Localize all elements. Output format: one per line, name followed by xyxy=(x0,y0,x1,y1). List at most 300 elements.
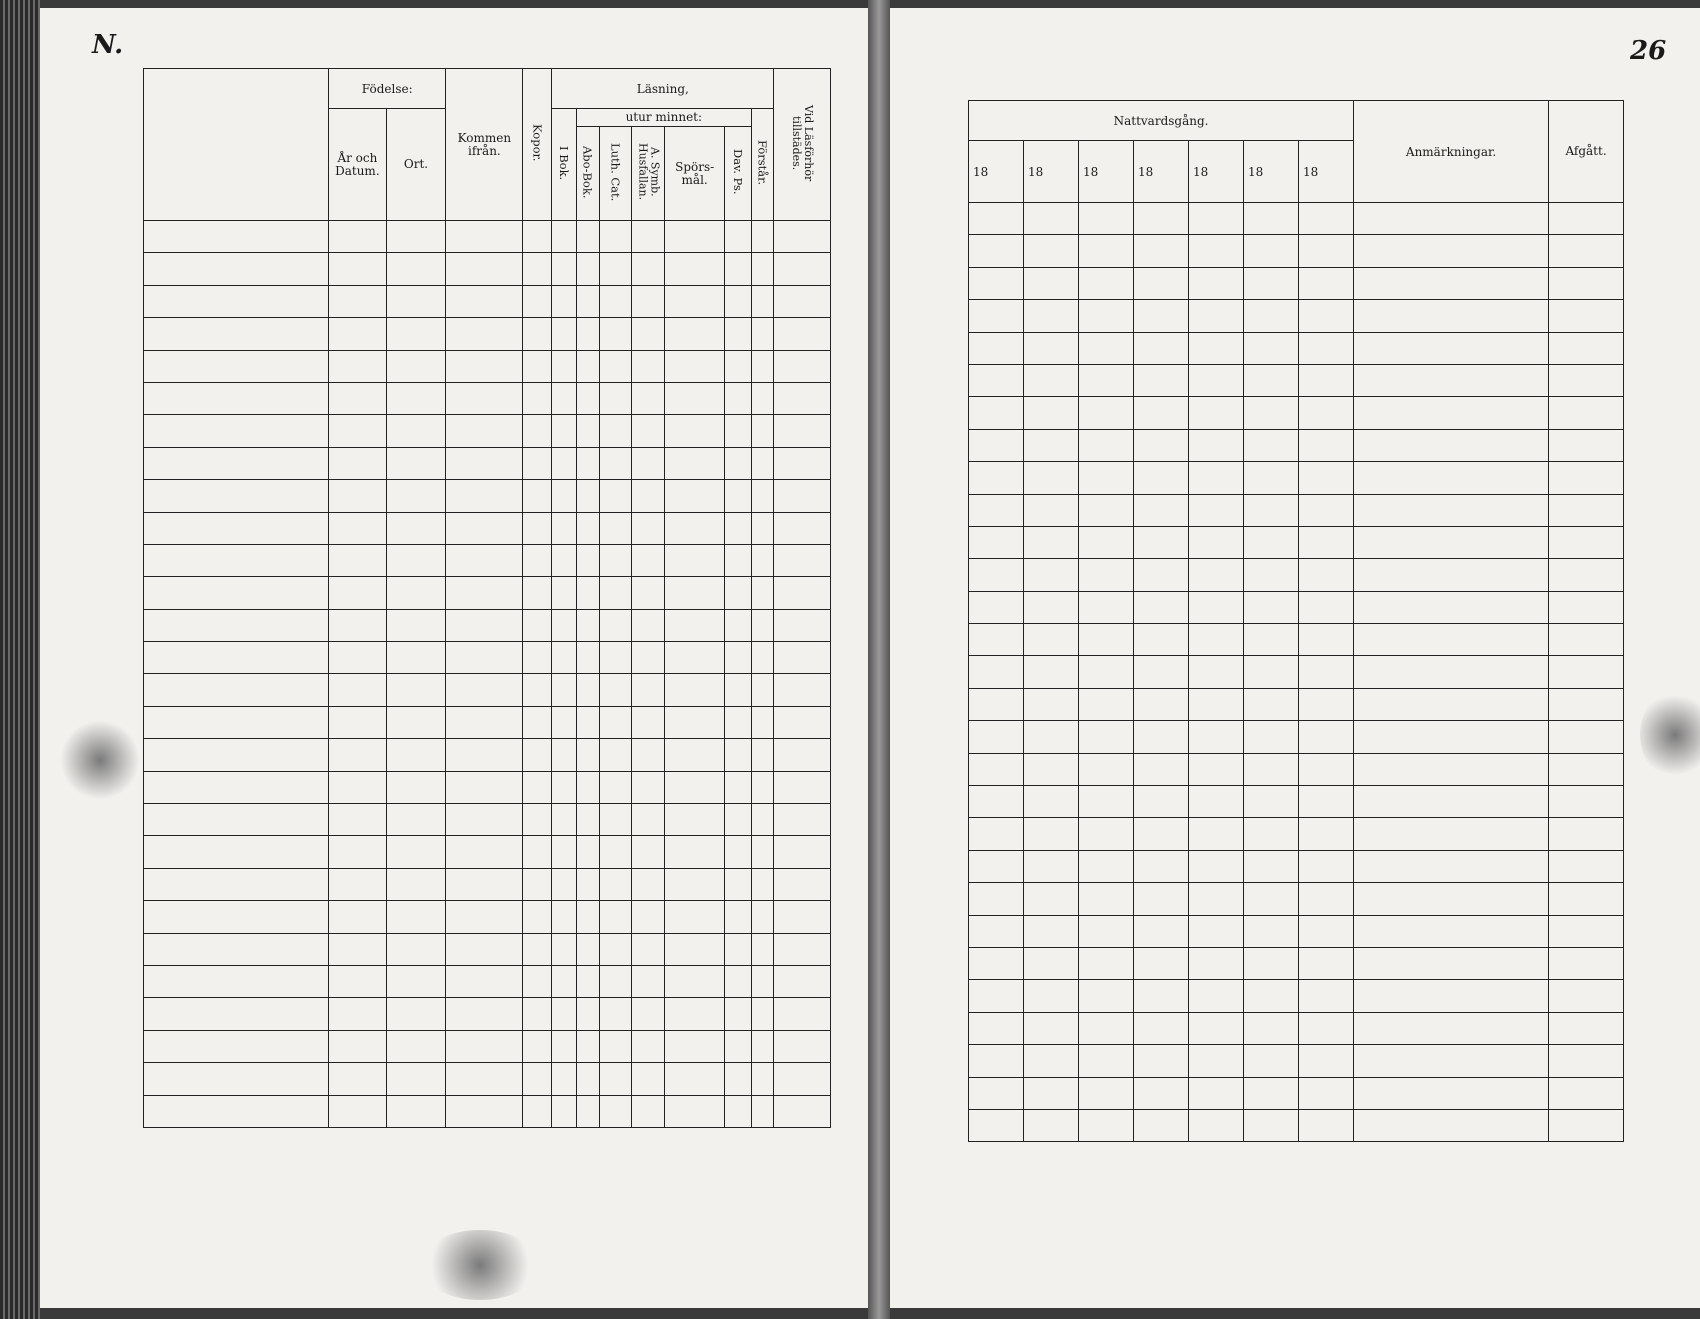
table-row xyxy=(969,980,1624,1012)
table-cell xyxy=(576,447,599,479)
table-cell xyxy=(1549,526,1624,558)
table-cell xyxy=(1244,1012,1299,1044)
table-cell xyxy=(386,285,446,317)
table-cell xyxy=(1244,203,1299,235)
table-cell xyxy=(969,203,1024,235)
table-cell xyxy=(144,544,329,576)
table-cell xyxy=(1354,364,1549,396)
table-cell xyxy=(1354,883,1549,915)
table-cell xyxy=(386,706,446,738)
table-row xyxy=(144,1063,831,1095)
table-cell xyxy=(774,253,831,285)
table-cell xyxy=(144,318,329,350)
table-cell xyxy=(329,1095,387,1127)
table-cell xyxy=(446,544,523,576)
table-cell xyxy=(329,868,387,900)
table-cell xyxy=(1079,429,1134,461)
table-cell xyxy=(774,1030,831,1062)
table-row xyxy=(969,1012,1624,1044)
table-cell xyxy=(552,480,577,512)
table-row xyxy=(144,674,831,706)
table-cell xyxy=(552,577,577,609)
table-cell xyxy=(665,318,725,350)
table-cell xyxy=(632,447,665,479)
table-cell xyxy=(1024,235,1079,267)
table-cell xyxy=(523,901,552,933)
table-cell xyxy=(774,868,831,900)
i-bok-label: I Bok. xyxy=(557,145,572,181)
table-cell xyxy=(599,253,632,285)
table-cell xyxy=(1024,1109,1079,1141)
table-cell xyxy=(144,739,329,771)
table-cell xyxy=(1549,786,1624,818)
table-cell xyxy=(1024,397,1079,429)
table-cell xyxy=(632,1063,665,1095)
right-page-mark: 26 xyxy=(1630,36,1667,66)
table-cell xyxy=(1354,624,1549,656)
table-cell xyxy=(446,998,523,1030)
table-cell xyxy=(1189,332,1244,364)
table-cell xyxy=(386,868,446,900)
table-cell xyxy=(1244,397,1299,429)
year-header-7: 18 xyxy=(1299,141,1354,203)
table-cell xyxy=(751,642,774,674)
table-cell xyxy=(1354,1045,1549,1077)
table-cell xyxy=(523,1063,552,1095)
table-cell xyxy=(1244,688,1299,720)
forstar-header xyxy=(751,109,774,221)
table-cell xyxy=(969,300,1024,332)
table-cell xyxy=(329,577,387,609)
table-cell xyxy=(1189,883,1244,915)
table-cell xyxy=(386,901,446,933)
a-symb-label: A. Symb. Husfallan. xyxy=(636,143,662,201)
table-cell xyxy=(144,285,329,317)
table-cell xyxy=(386,804,446,836)
table-cell xyxy=(1549,429,1624,461)
table-cell xyxy=(1079,947,1134,979)
table-cell xyxy=(1354,818,1549,850)
table-cell xyxy=(523,771,552,803)
table-cell xyxy=(1549,1077,1624,1109)
table-cell xyxy=(1079,267,1134,299)
table-cell xyxy=(1244,1045,1299,1077)
table-cell xyxy=(1189,591,1244,623)
table-cell xyxy=(1134,624,1189,656)
table-cell xyxy=(665,674,725,706)
table-cell xyxy=(1024,915,1079,947)
table-cell xyxy=(552,836,577,868)
table-cell xyxy=(576,221,599,253)
abo-bok-header xyxy=(576,127,599,221)
table-cell xyxy=(576,1030,599,1062)
table-cell xyxy=(665,253,725,285)
table-cell xyxy=(1299,883,1354,915)
table-cell xyxy=(446,512,523,544)
table-row xyxy=(969,429,1624,461)
table-row xyxy=(969,559,1624,591)
table-cell xyxy=(665,771,725,803)
table-cell xyxy=(386,1063,446,1095)
table-cell xyxy=(1354,267,1549,299)
table-cell xyxy=(1134,591,1189,623)
table-cell xyxy=(1299,1109,1354,1141)
table-row xyxy=(144,836,831,868)
table-cell xyxy=(724,1030,751,1062)
table-cell xyxy=(969,818,1024,850)
year-header-1: 18 xyxy=(969,141,1024,203)
table-cell xyxy=(599,512,632,544)
table-cell xyxy=(1189,850,1244,882)
table-row xyxy=(969,267,1624,299)
table-cell xyxy=(774,447,831,479)
table-row xyxy=(144,868,831,900)
table-cell xyxy=(599,706,632,738)
table-cell xyxy=(751,350,774,382)
table-row xyxy=(144,771,831,803)
table-cell xyxy=(1079,915,1134,947)
table-cell xyxy=(632,415,665,447)
table-cell xyxy=(523,415,552,447)
table-cell xyxy=(599,577,632,609)
table-cell xyxy=(724,1063,751,1095)
table-cell xyxy=(632,1095,665,1127)
table-cell xyxy=(665,1063,725,1095)
table-cell xyxy=(446,804,523,836)
table-cell xyxy=(576,577,599,609)
table-cell xyxy=(1024,688,1079,720)
table-cell xyxy=(1189,1109,1244,1141)
table-cell xyxy=(552,868,577,900)
table-cell xyxy=(386,480,446,512)
table-cell xyxy=(576,674,599,706)
table-cell xyxy=(386,1095,446,1127)
table-cell xyxy=(632,577,665,609)
table-cell xyxy=(724,253,751,285)
table-cell xyxy=(1549,397,1624,429)
table-cell xyxy=(1354,203,1549,235)
table-row xyxy=(969,526,1624,558)
table-row xyxy=(969,915,1624,947)
table-cell xyxy=(969,947,1024,979)
table-cell xyxy=(329,804,387,836)
table-cell xyxy=(144,480,329,512)
dav-ps-label: Dav. Ps. xyxy=(730,149,745,195)
table-cell xyxy=(1299,915,1354,947)
table-cell xyxy=(576,480,599,512)
table-cell xyxy=(1024,883,1079,915)
table-cell xyxy=(751,804,774,836)
table-cell xyxy=(632,1030,665,1062)
table-cell xyxy=(751,221,774,253)
table-row xyxy=(144,318,831,350)
table-cell xyxy=(1079,1077,1134,1109)
table-cell xyxy=(386,447,446,479)
table-cell xyxy=(446,965,523,997)
table-cell xyxy=(1354,332,1549,364)
table-cell xyxy=(1354,462,1549,494)
table-cell xyxy=(1024,1077,1079,1109)
table-cell xyxy=(1299,397,1354,429)
table-cell xyxy=(329,544,387,576)
table-cell xyxy=(446,350,523,382)
table-cell xyxy=(1079,850,1134,882)
table-cell xyxy=(632,739,665,771)
table-cell xyxy=(1244,267,1299,299)
table-cell xyxy=(446,253,523,285)
table-cell xyxy=(774,933,831,965)
table-cell xyxy=(969,1012,1024,1044)
table-cell xyxy=(1549,1109,1624,1141)
table-cell xyxy=(751,480,774,512)
table-cell xyxy=(329,706,387,738)
table-cell xyxy=(144,221,329,253)
table-cell xyxy=(329,609,387,641)
table-cell xyxy=(724,804,751,836)
table-cell xyxy=(576,804,599,836)
table-cell xyxy=(1079,883,1134,915)
table-cell xyxy=(552,285,577,317)
table-cell xyxy=(969,267,1024,299)
table-cell xyxy=(774,544,831,576)
table-cell xyxy=(576,706,599,738)
table-cell xyxy=(1079,688,1134,720)
table-cell xyxy=(665,998,725,1030)
table-cell xyxy=(1299,203,1354,235)
table-cell xyxy=(599,868,632,900)
table-cell xyxy=(1354,688,1549,720)
table-cell xyxy=(1299,300,1354,332)
table-cell xyxy=(1024,980,1079,1012)
table-cell xyxy=(1549,624,1624,656)
table-cell xyxy=(632,836,665,868)
table-cell xyxy=(1079,397,1134,429)
table-cell xyxy=(632,350,665,382)
table-cell xyxy=(329,901,387,933)
table-cell xyxy=(576,642,599,674)
table-cell xyxy=(751,706,774,738)
table-cell xyxy=(1189,462,1244,494)
table-cell xyxy=(774,415,831,447)
table-cell xyxy=(329,253,387,285)
table-cell xyxy=(576,544,599,576)
table-cell xyxy=(665,901,725,933)
table-cell xyxy=(1354,786,1549,818)
table-cell xyxy=(665,480,725,512)
table-cell xyxy=(329,642,387,674)
table-cell xyxy=(446,1095,523,1127)
anmarkningar-header: Anmärkningar. xyxy=(1354,101,1549,203)
table-cell xyxy=(1549,883,1624,915)
table-row xyxy=(969,753,1624,785)
table-row xyxy=(144,253,831,285)
table-cell xyxy=(632,544,665,576)
table-cell xyxy=(751,901,774,933)
table-cell xyxy=(599,318,632,350)
table-cell xyxy=(1244,526,1299,558)
table-cell xyxy=(144,253,329,285)
table-cell xyxy=(1189,656,1244,688)
table-cell xyxy=(552,253,577,285)
table-row xyxy=(969,786,1624,818)
table-cell xyxy=(632,868,665,900)
table-cell xyxy=(386,739,446,771)
table-cell xyxy=(386,1030,446,1062)
table-cell xyxy=(523,350,552,382)
table-cell xyxy=(969,688,1024,720)
table-cell xyxy=(751,609,774,641)
table-cell xyxy=(1189,753,1244,785)
table-cell xyxy=(1134,559,1189,591)
vid-lasforhor-header xyxy=(774,69,831,221)
table-cell xyxy=(329,512,387,544)
table-cell xyxy=(386,965,446,997)
table-cell xyxy=(1134,397,1189,429)
table-cell xyxy=(329,382,387,414)
table-cell xyxy=(751,318,774,350)
table-cell xyxy=(1299,1077,1354,1109)
table-cell xyxy=(969,1077,1024,1109)
table-cell xyxy=(1244,980,1299,1012)
table-cell xyxy=(1549,494,1624,526)
table-cell xyxy=(1299,753,1354,785)
table-cell xyxy=(1134,1045,1189,1077)
table-cell xyxy=(576,739,599,771)
table-cell xyxy=(1549,688,1624,720)
table-cell xyxy=(1549,947,1624,979)
table-cell xyxy=(969,883,1024,915)
table-cell xyxy=(774,1095,831,1127)
table-cell xyxy=(774,998,831,1030)
table-cell xyxy=(523,804,552,836)
table-cell xyxy=(1134,915,1189,947)
table-cell xyxy=(599,221,632,253)
table-cell xyxy=(969,462,1024,494)
table-row xyxy=(969,203,1624,235)
table-cell xyxy=(1244,850,1299,882)
table-cell xyxy=(523,739,552,771)
table-cell xyxy=(665,577,725,609)
table-cell xyxy=(523,221,552,253)
table-cell xyxy=(1299,786,1354,818)
table-cell xyxy=(724,447,751,479)
table-cell xyxy=(446,382,523,414)
table-cell xyxy=(1189,494,1244,526)
table-cell xyxy=(1189,526,1244,558)
nattvardsgang-header: Nattvardsgång. xyxy=(969,101,1354,141)
table-cell xyxy=(632,512,665,544)
table-cell xyxy=(969,786,1024,818)
table-row xyxy=(969,332,1624,364)
table-cell xyxy=(1244,947,1299,979)
table-cell xyxy=(665,868,725,900)
table-cell xyxy=(1549,1045,1624,1077)
table-cell xyxy=(386,998,446,1030)
table-cell xyxy=(1354,559,1549,591)
table-cell xyxy=(599,609,632,641)
table-cell xyxy=(774,1063,831,1095)
table-cell xyxy=(144,1030,329,1062)
table-cell xyxy=(523,577,552,609)
table-cell xyxy=(599,544,632,576)
table-cell xyxy=(632,965,665,997)
table-row xyxy=(969,1077,1624,1109)
table-row xyxy=(144,415,831,447)
table-cell xyxy=(1354,915,1549,947)
table-cell xyxy=(446,836,523,868)
table-cell xyxy=(144,998,329,1030)
table-cell xyxy=(446,868,523,900)
table-row xyxy=(969,883,1624,915)
table-cell xyxy=(1079,559,1134,591)
table-cell xyxy=(329,933,387,965)
table-cell xyxy=(1354,235,1549,267)
table-row xyxy=(144,706,831,738)
table-cell xyxy=(1244,721,1299,753)
table-cell xyxy=(144,868,329,900)
table-row xyxy=(969,235,1624,267)
table-cell xyxy=(1024,526,1079,558)
table-cell xyxy=(1244,786,1299,818)
table-cell xyxy=(1244,559,1299,591)
table-cell xyxy=(329,998,387,1030)
table-cell xyxy=(1354,429,1549,461)
table-cell xyxy=(599,285,632,317)
table-cell xyxy=(1024,818,1079,850)
table-cell xyxy=(1549,332,1624,364)
table-cell xyxy=(523,706,552,738)
table-cell xyxy=(774,642,831,674)
table-cell xyxy=(1134,332,1189,364)
table-cell xyxy=(774,480,831,512)
table-cell xyxy=(446,447,523,479)
table-cell xyxy=(599,1095,632,1127)
table-cell xyxy=(1079,980,1134,1012)
table-cell xyxy=(1024,267,1079,299)
table-cell xyxy=(1189,429,1244,461)
table-cell xyxy=(1299,688,1354,720)
table-cell xyxy=(523,480,552,512)
table-cell xyxy=(632,706,665,738)
table-cell xyxy=(724,480,751,512)
table-cell xyxy=(632,998,665,1030)
table-cell xyxy=(1299,818,1354,850)
table-cell xyxy=(774,382,831,414)
table-cell xyxy=(774,221,831,253)
afgatt-header: Afgått. xyxy=(1549,101,1624,203)
table-cell xyxy=(329,739,387,771)
table-cell xyxy=(552,771,577,803)
table-cell xyxy=(1134,300,1189,332)
table-cell xyxy=(665,447,725,479)
table-cell xyxy=(599,804,632,836)
table-cell xyxy=(1189,1077,1244,1109)
table-cell xyxy=(144,447,329,479)
table-cell xyxy=(523,998,552,1030)
table-cell xyxy=(329,1063,387,1095)
table-cell xyxy=(1549,267,1624,299)
table-cell xyxy=(329,1030,387,1062)
table-row xyxy=(144,544,831,576)
table-cell xyxy=(144,674,329,706)
table-cell xyxy=(1354,1077,1549,1109)
table-row xyxy=(144,1095,831,1127)
table-cell xyxy=(1189,267,1244,299)
table-cell xyxy=(632,901,665,933)
table-cell xyxy=(1024,624,1079,656)
table-cell xyxy=(446,642,523,674)
table-cell xyxy=(446,609,523,641)
